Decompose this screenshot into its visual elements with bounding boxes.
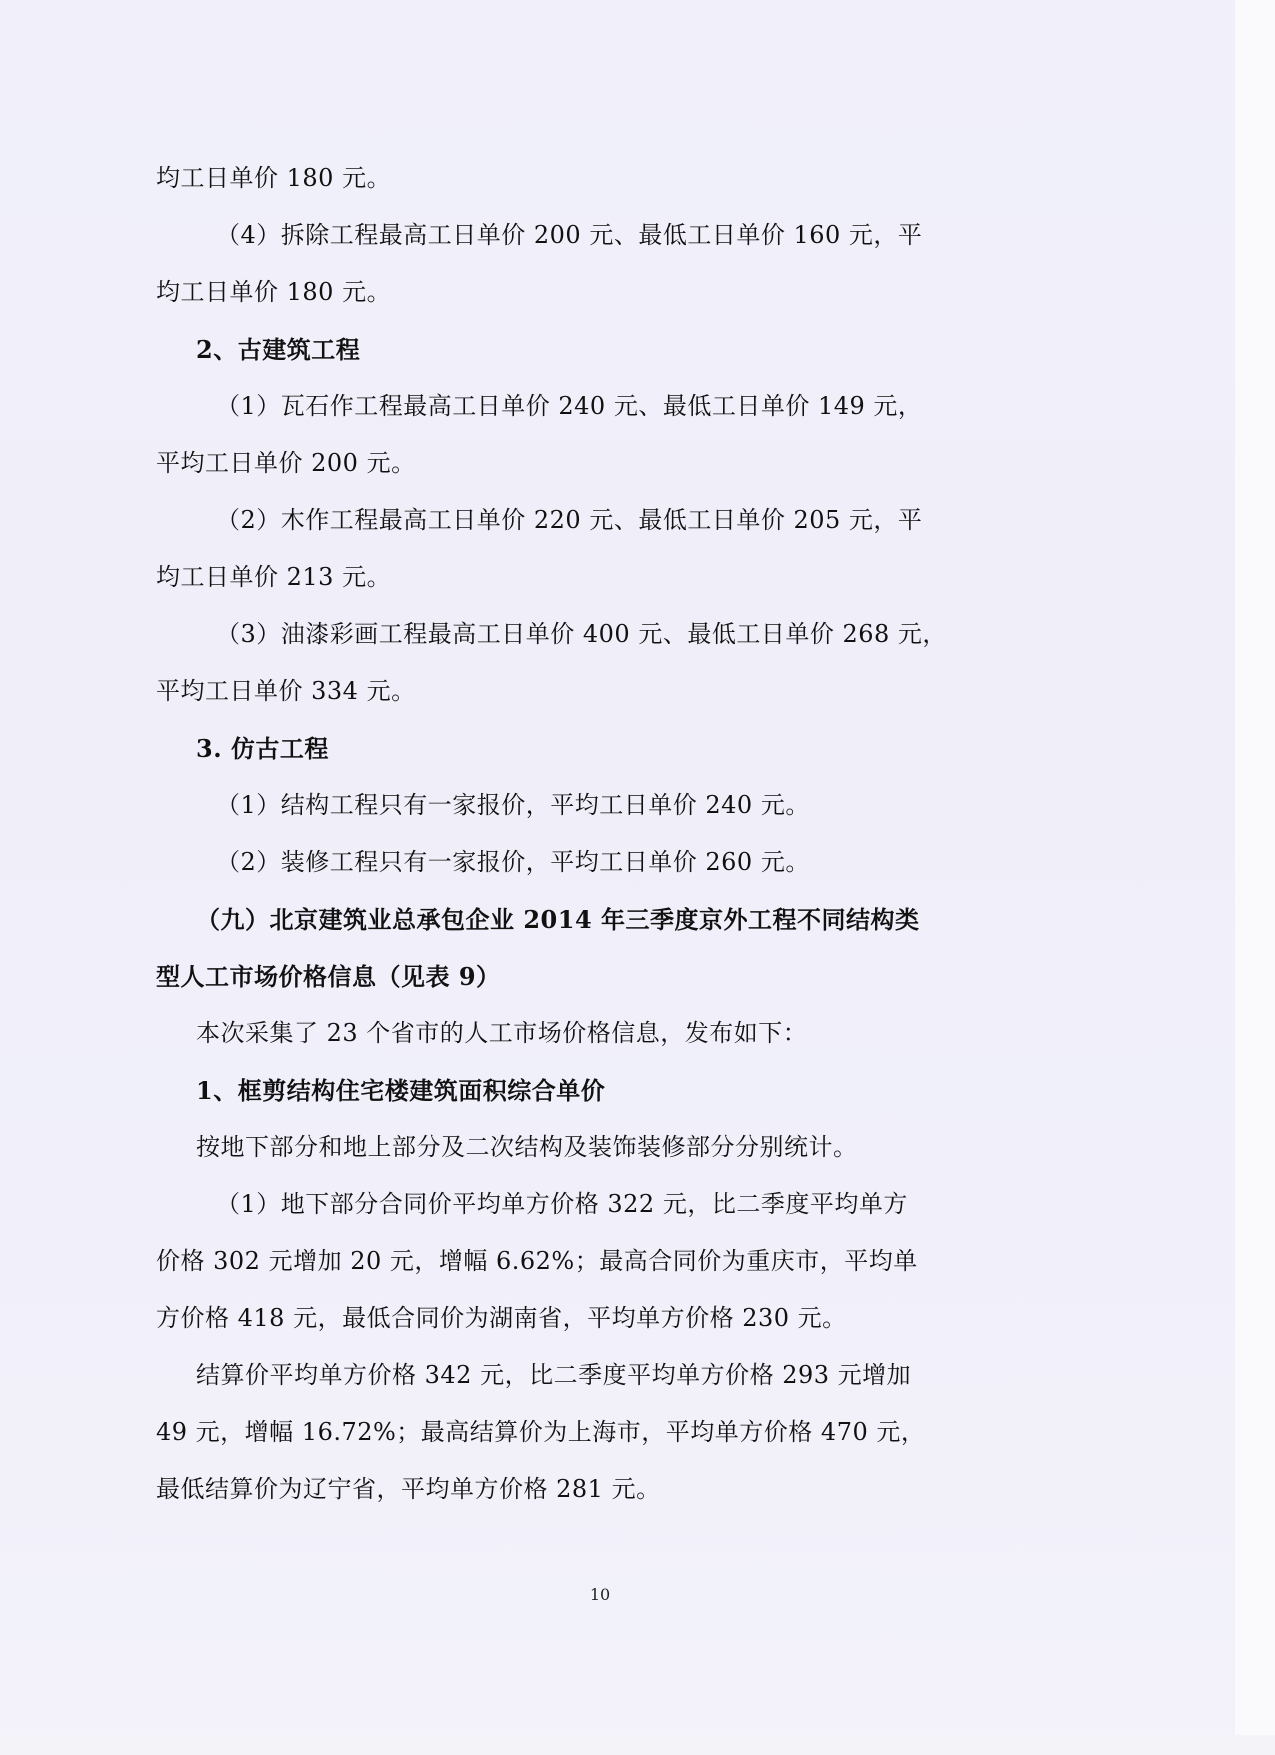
- paragraph: 价格 302 元增加 20 元，增幅 6.62%；最高合同价为重庆市，平均单: [156, 1247, 918, 1275]
- paragraph: 平均工日单价 200 元。: [156, 449, 416, 477]
- paragraph: （1）瓦石作工程最高工日单价 240 元、最低工日单价 149 元，: [216, 392, 923, 420]
- paragraph: 均工日单价 180 元。: [156, 164, 392, 192]
- paragraph: 结算价平均单方价格 342 元，比二季度平均单方价格 293 元增加: [196, 1361, 912, 1389]
- paragraph: 最低结算价为辽宁省，平均单方价格 281 元。: [156, 1475, 661, 1503]
- paragraph: （2）装修工程只有一家报价，平均工日单价 260 元。: [216, 848, 810, 876]
- paragraph: 49 元，增幅 16.72%；最高结算价为上海市，平均单方价格 470 元，: [156, 1418, 926, 1446]
- paragraph: 方价格 418 元，最低合同价为湖南省，平均单方价格 230 元。: [156, 1304, 847, 1332]
- paragraph: 均工日单价 213 元。: [156, 563, 392, 591]
- scan-edge: [1235, 0, 1275, 1755]
- paragraph: （4）拆除工程最高工日单价 200 元、最低工日单价 160 元，平: [216, 221, 923, 249]
- section-heading: 2、古建筑工程: [196, 335, 361, 364]
- paragraph: （3）油漆彩画工程最高工日单价 400 元、最低工日单价 268 元，: [216, 620, 947, 648]
- paragraph: 按地下部分和地上部分及二次结构及装饰装修部分分别统计。: [196, 1133, 858, 1161]
- paragraph: 均工日单价 180 元。: [156, 278, 392, 306]
- paragraph: （1）结构工程只有一家报价，平均工日单价 240 元。: [216, 791, 810, 819]
- section-heading: 型人工市场价格信息（见表 9）: [156, 962, 501, 991]
- section-heading: 1、框剪结构住宅楼建筑面积综合单价: [196, 1076, 606, 1105]
- document-body: [156, 150, 1036, 1518]
- paragraph: （1）地下部分合同价平均单方价格 322 元，比二季度平均单方: [216, 1190, 908, 1218]
- paragraph: 本次采集了 23 个省市的人工市场价格信息，发布如下：: [196, 1019, 808, 1047]
- section-heading: （九）北京建筑业总承包企业 2014 年三季度京外工程不同结构类: [196, 905, 920, 934]
- section-heading: 3. 仿古工程: [196, 734, 329, 763]
- scan-bottom-edge: [0, 1735, 1275, 1755]
- paragraph: 平均工日单价 334 元。: [156, 677, 416, 705]
- paragraph: （2）木作工程最高工日单价 220 元、最低工日单价 205 元，平: [216, 506, 923, 534]
- page-number: 10: [589, 1585, 611, 1604]
